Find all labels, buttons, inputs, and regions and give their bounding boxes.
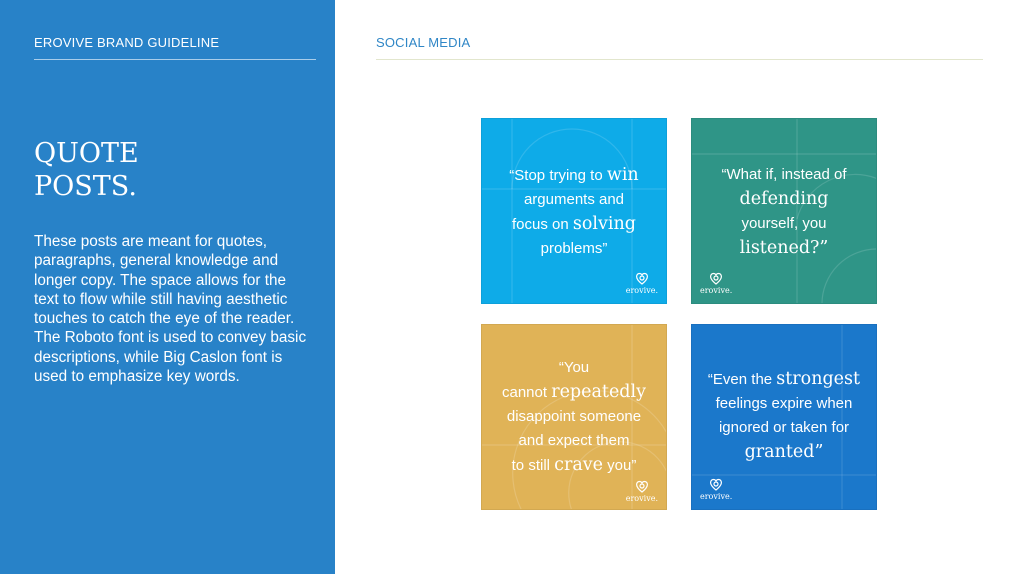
erovive-logo (626, 478, 658, 503)
quote-line (700, 367, 868, 392)
quote-line (490, 380, 658, 405)
quote-emphasis: granted” (744, 442, 824, 462)
left-divider (34, 59, 316, 60)
quote-line (490, 453, 658, 478)
quote-segment: “Even the (707, 371, 777, 388)
erovive-logo (700, 270, 732, 295)
quote-emphasis: listened?” (739, 238, 829, 258)
erovive-logo-icon (708, 476, 724, 492)
erovive-logo-icon (634, 478, 650, 494)
right-divider (376, 59, 983, 60)
guideline-header: EROVIVE BRAND GUIDELINE (34, 35, 220, 50)
quote-segment: ignored or taken for (718, 419, 850, 436)
erovive-logo-icon (708, 270, 724, 286)
quote-segment: feelings expire when (715, 395, 853, 412)
quote-line (700, 187, 868, 212)
quote-segment: disappoint someone (506, 408, 642, 425)
quote-emphasis: solving (572, 214, 636, 234)
quote-text (700, 367, 868, 465)
quote-line (490, 163, 658, 188)
quote-segment: you” (603, 457, 637, 474)
logo-wordmark: erovive. (625, 494, 658, 503)
left-panel (0, 0, 335, 574)
social-media-header: SOCIAL MEDIA (376, 35, 471, 50)
quote-line (490, 212, 658, 237)
quote-line (490, 237, 658, 261)
quote-emphasis: strongest (776, 369, 861, 389)
quote-line (490, 405, 658, 429)
quote-line (700, 392, 868, 416)
quote-segment: “Stop trying to (509, 167, 607, 184)
section-description: These posts are meant for quotes, paragraphs, general knowledge and longer copy. The space allows for the text to flow while still having aesthetic touches to catch the eye of the reader. The Roboto font is used to convey basic descriptions, while Big Caslon font is used to emphasize key words. (34, 233, 307, 386)
quote-segment: problems” (540, 240, 608, 257)
quote-segment: to still (511, 457, 555, 474)
quote-text (490, 356, 658, 478)
quote-segment: yourself, you (741, 215, 827, 232)
quote-line (490, 356, 658, 380)
quote-line (490, 429, 658, 453)
logo-wordmark: erovive. (700, 286, 733, 295)
quote-emphasis: crave (554, 455, 603, 475)
quote-segment: “You (558, 359, 590, 376)
logo-wordmark: erovive. (700, 492, 733, 501)
section-title (34, 137, 314, 203)
erovive-logo (626, 270, 658, 295)
quote-post-repeatedly (481, 324, 667, 510)
quote-post-strongest (691, 324, 877, 510)
quote-text (700, 163, 868, 261)
quote-segment: and expect them (518, 432, 630, 449)
quote-post-win-arguments (481, 118, 667, 304)
title-line-2: POSTS. (34, 171, 137, 202)
quote-line (700, 416, 868, 440)
erovive-logo (700, 476, 732, 501)
quote-emphasis: defending (739, 189, 829, 209)
quote-line (490, 188, 658, 212)
quote-line (700, 212, 868, 236)
quote-segment: “What if, instead of (721, 166, 847, 183)
quote-line (700, 163, 868, 187)
logo-wordmark: erovive. (625, 286, 658, 295)
quote-segment: cannot (501, 384, 552, 401)
quote-post-listened (691, 118, 877, 304)
quote-segment: focus on (512, 216, 573, 233)
quote-line (700, 236, 868, 261)
quote-segment: arguments and (523, 191, 625, 208)
title-line-1: QUOTE (34, 138, 139, 169)
erovive-logo-icon (634, 270, 650, 286)
quote-emphasis: repeatedly (551, 382, 646, 402)
quote-line (700, 440, 868, 465)
quote-emphasis: win (606, 165, 639, 185)
quote-text (490, 163, 658, 261)
